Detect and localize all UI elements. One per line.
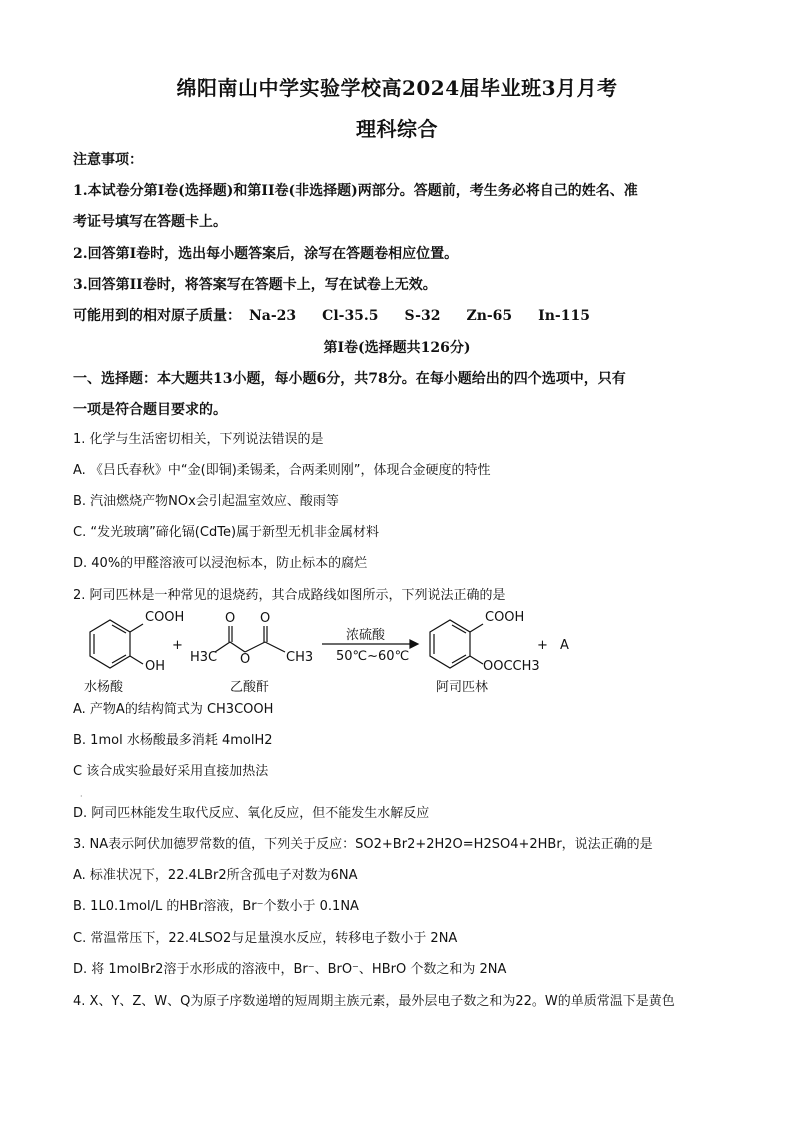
reactant1-oh: OH (145, 659, 166, 674)
notes-item-1-cont: 考证号填写在答题卡上。 (73, 214, 227, 230)
reagent-label: 浓硫酸 (346, 628, 386, 643)
q3-option-b: B. 1L0.1mol/L 的HBr溶液，Br⁻个数小于 0.1NA (73, 899, 359, 914)
anhydride-h3c: H3C (190, 650, 218, 665)
aspirin-ring (430, 620, 483, 668)
anhydride-ch3: CH3 (286, 650, 314, 665)
atomic-mass-na: Na-23 (249, 308, 297, 324)
q2-stem: 2. 阿司匹林是一种常见的退烧药，其合成路线如图所示，下列说法正确的是 (73, 588, 506, 603)
condition-label: 50℃~60℃ (336, 649, 410, 664)
q3-option-c: C. 常温常压下，22.4LSO2与足量溴水反应，转移电子数小于 2NA (73, 931, 458, 946)
q1-option-d: D. 40%的甲醛溶液可以浸泡标本，防止标本的腐烂 (73, 556, 368, 571)
q1-option-c: C. “发光玻璃”碲化镉(CdTe)属于新型无机非金属材料 (73, 525, 380, 540)
product-name: 阿司匹林 (436, 680, 489, 695)
anhydride-o-bridge: O (240, 652, 251, 667)
section1-instruction-1: 一、选择题：本大题共13小题，每小题6分，共78分。在每小题给出的四个选项中，只有 (73, 371, 626, 387)
plus-sign: + (172, 638, 183, 653)
notes-item-3: 3.回答第II卷时，将答案写在答题卡上，写在试卷上无效。 (73, 277, 437, 293)
section1-title: 第I卷(选择题共126分) (323, 340, 471, 356)
notes-item-1: 1.本试卷分第I卷(选择题)和第II卷(非选择题)两部分。答题前，考生务必将自己的姓名、准 (73, 183, 638, 199)
anhydride-o-left: O (225, 611, 236, 626)
atomic-mass-in: In-115 (538, 308, 590, 324)
q4-stem: 4. X、Y、Z、W、Q为原子序数递增的短周期主族元素，最外层电子数之和为22。W的单质常温下是黄色 (73, 994, 675, 1009)
reaction-scheme (70, 610, 730, 695)
stray-mark: · (80, 792, 83, 801)
anhydride-o-right: O (260, 611, 271, 626)
product-ester: OOCCH3 (483, 659, 540, 674)
atomic-mass-s: S-32 (404, 308, 441, 324)
notes-heading: 注意事项： (73, 152, 143, 168)
q3-stem: 3. NA表示阿伏加德罗常数的值，下列关于反应：SO2+Br2+2H2O=H2SO4+2HBr，说法正确的是 (73, 837, 653, 852)
reactant1-cooh: COOH (145, 610, 185, 625)
exam-subject: 理科综合 (356, 117, 438, 141)
exam-title: 绵阳南山中学实验学校高2024届毕业班3月月考 (176, 76, 618, 100)
acetic-anhydride-skeleton (215, 626, 285, 652)
reactant2-name: 乙酸酐 (230, 680, 270, 695)
section1-instruction-2: 一项是符合题目要求的。 (73, 402, 227, 418)
atomic-mass-label: 可能用到的相对原子质量： (73, 308, 241, 324)
q1-stem: 1. 化学与生活密切相关，下列说法错误的是 (73, 432, 324, 447)
atomic-mass-cl: Cl-35.5 (322, 308, 379, 324)
byproduct-a: A (560, 638, 569, 653)
q2-option-b: B. 1mol 水杨酸最多消耗 4molH2 (73, 733, 273, 748)
salicylic-acid-ring (90, 620, 143, 668)
product-cooh: COOH (485, 610, 525, 625)
reactant1-name: 水杨酸 (84, 680, 124, 695)
atomic-mass-line (73, 306, 728, 326)
q2-option-d: D. 阿司匹林能发生取代反应、氧化反应，但不能发生水解反应 (73, 806, 430, 821)
q2-option-a: A. 产物A的结构简式为 CH3COOH (73, 702, 274, 717)
q3-option-d: D. 将 1molBr2溶于水形成的溶液中，Br⁻、BrO⁻、HBrO 个数之和为 2NA (73, 962, 507, 977)
notes-item-2: 2.回答第I卷时，选出每小题答案后，涂写在答题卷相应位置。 (73, 246, 459, 262)
q3-option-a: A. 标准状况下，22.4LBr2所含孤电子对数为6NA (73, 868, 358, 883)
atomic-mass-zn: Zn-65 (466, 308, 513, 324)
q2-option-c: C 该合成实验最好采用直接加热法 (73, 764, 269, 779)
plus-sign-2: + (537, 638, 548, 653)
q1-option-b: B. 汽油燃烧产物NOx会引起温室效应、酸雨等 (73, 494, 339, 509)
q1-option-a: A. 《吕氏春秋》中“金(即铜)柔锡柔，合两柔则刚”，体现合金硬度的特性 (73, 463, 491, 478)
